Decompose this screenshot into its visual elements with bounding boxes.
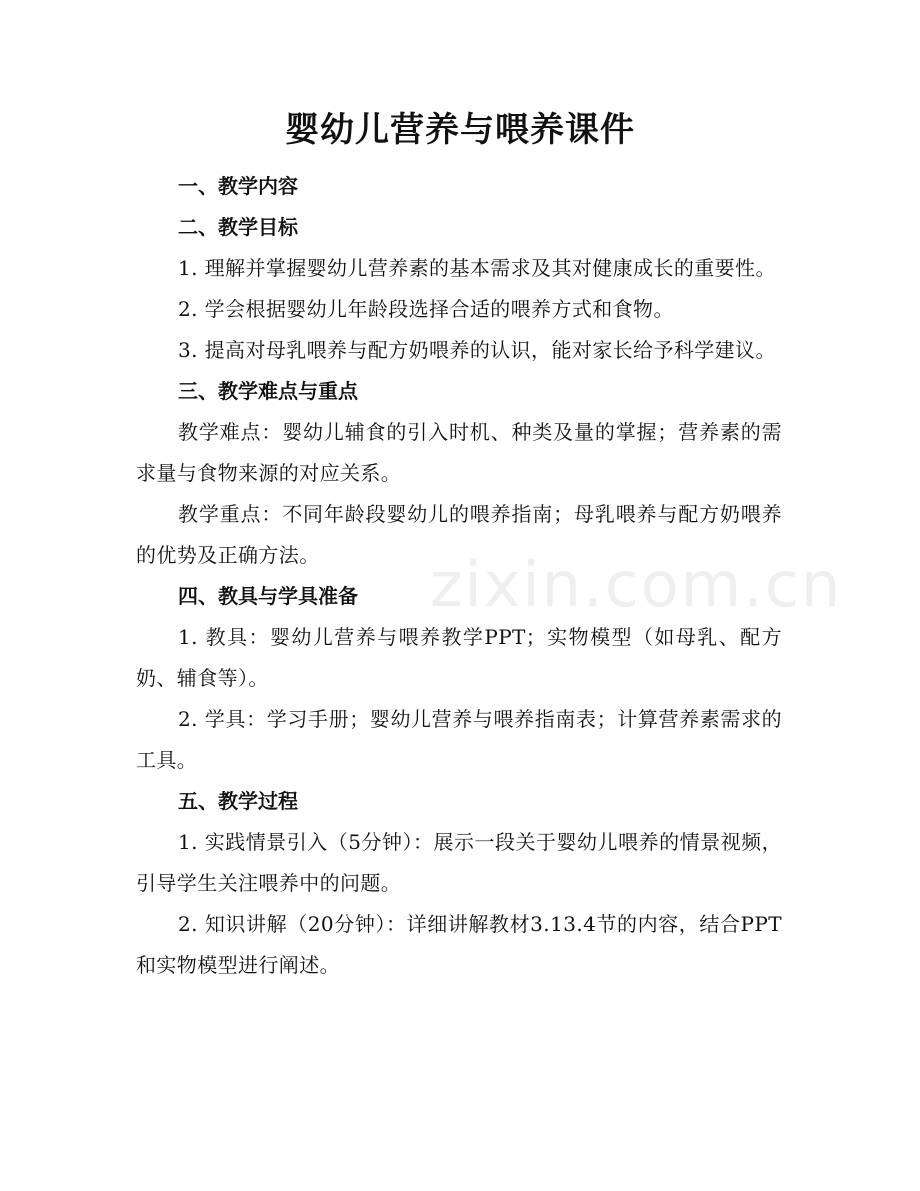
process-item-2: 2. 知识讲解（20分钟）：详细讲解教材3.13.4节的内容，结合PPT和实物模型进行阐述。 xyxy=(136,912,782,977)
section-heading-objectives: 二、教学目标 xyxy=(178,215,298,239)
objective-item-3: 3. 提高对母乳喂养与配方奶喂养的认识，能对家长给予科学建议。 xyxy=(178,338,776,362)
objective-item-2: 2. 学会根据婴幼儿年龄段选择合适的喂养方式和食物。 xyxy=(178,297,674,321)
section-heading-difficulties: 三、教学难点与重点 xyxy=(178,379,358,403)
key-point-paragraph: 教学重点：不同年龄段婴幼儿的喂养指南；母乳喂养与配方奶喂养的优势及正确方法。 xyxy=(136,502,782,567)
section-heading-content: 一、教学内容 xyxy=(178,174,298,198)
objective-item-1: 1. 理解并掌握婴幼儿营养素的基本需求及其对健康成长的重要性。 xyxy=(178,256,776,280)
document-title: 婴幼儿营养与喂养课件 xyxy=(285,110,635,150)
section-heading-materials: 四、教具与学具准备 xyxy=(178,584,358,608)
material-item-2: 2. 学具：学习手册；婴幼儿营养与喂养指南表；计算营养素需求的工具。 xyxy=(136,707,782,772)
process-item-1: 1. 实践情景引入（5分钟）：展示一段关于婴幼儿喂养的情景视频，引导学生关注喂养中的问题。 xyxy=(136,830,782,895)
watermark: zixin.com.cn xyxy=(430,548,843,621)
material-item-1: 1. 教具：婴幼儿营养与喂养教学PPT；实物模型（如母乳、配方奶、辅食等）。 xyxy=(136,625,782,690)
section-heading-process: 五、教学过程 xyxy=(178,789,298,813)
document-body xyxy=(136,166,782,986)
difficulty-paragraph: 教学难点：婴幼儿辅食的引入时机、种类及量的掌握；营养素的需求量与食物来源的对应关系。 xyxy=(136,420,782,485)
